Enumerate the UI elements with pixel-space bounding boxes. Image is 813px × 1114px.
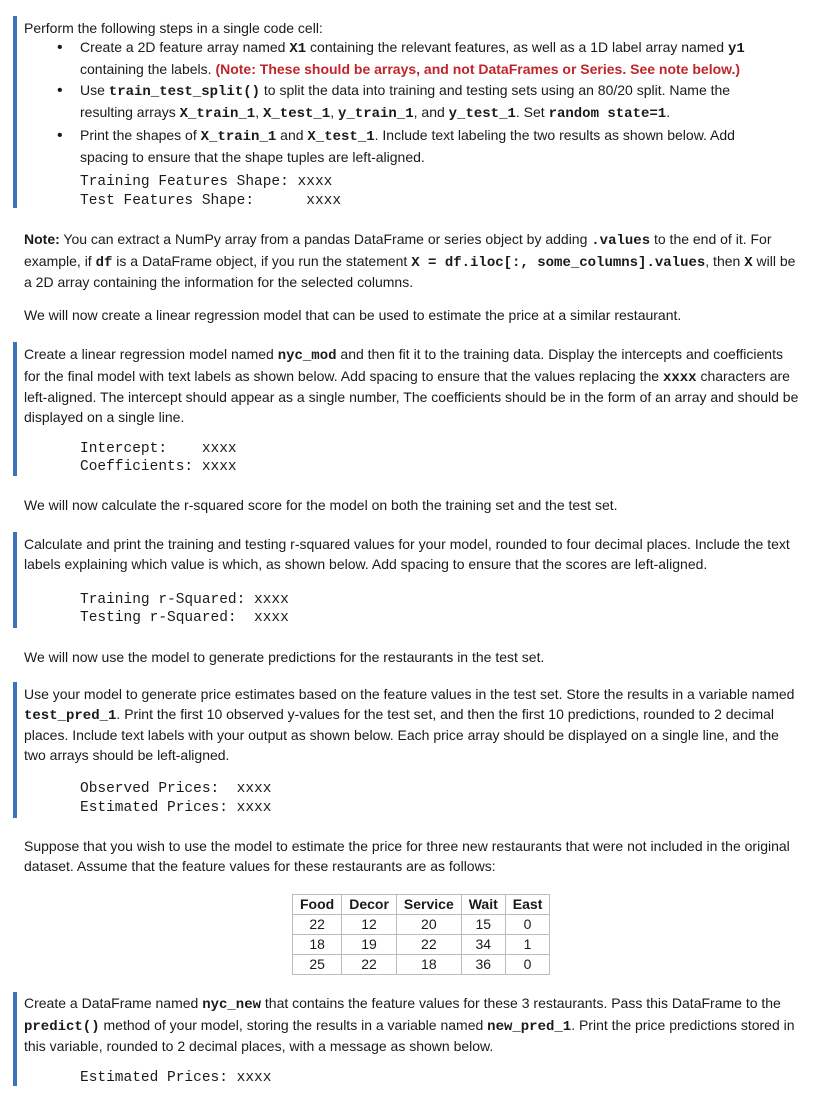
intro-r2-paragraph: We will now calculate the r-squared score for the model on both the training set and the test set.	[24, 497, 618, 513]
code-output-line: Estimated Prices: xxxx	[80, 1070, 272, 1086]
section-accent-bar	[13, 16, 17, 208]
list-item: • Use train_test_split() to split the data into training and testing sets using an 80/20 split. Name the resulting arrays X_train_1, X_test_1, y_train_1, and y_test_1. Set random state=1.	[24, 81, 784, 124]
intro-new-paragraph: Suppose that you wish to use the model to estimate the price for three new restaurants that were not included in the original dataset. Assume that the feature values for these restaurants are as follows:	[24, 838, 790, 874]
section-accent-bar	[13, 682, 17, 818]
table-cell: 12	[342, 915, 397, 935]
code-output-line: Test Features Shape: xxxx	[80, 193, 342, 209]
code-output-line: Observed Prices: xxxx	[80, 781, 272, 797]
list-item: • Create a 2D feature array named X1 containing the relevant features, as well as a 1D label array named y1 containing the labels. (Note: These should be arrays, and not DataFrames or Series. See note below.)	[24, 38, 784, 79]
section-accent-bar	[13, 992, 17, 1086]
array-warning-note: (Note: These should be arrays, and not DataFrames or Series. See note below.)	[215, 60, 741, 77]
code-output-line: Testing r-Squared: xxxx	[80, 610, 289, 626]
table-cell: 25	[293, 955, 342, 975]
table-cell: 0	[505, 955, 550, 975]
step-list	[24, 38, 784, 169]
table-header: Service	[396, 895, 461, 915]
code-output-line: Intercept: xxxx	[80, 441, 237, 457]
table-cell: 1	[505, 935, 550, 955]
code-output-line: Training r-Squared: xxxx	[80, 592, 289, 608]
model-instructions: Create a linear regression model named nyc_mod and then fit it to the training data. Display the intercepts and coefficients for the final model with text labels as shown below. Add spacing to ensure that the values replacing the xxxx characters are left-aligned. The intercept should appear as a single number, The coefficients should be in the form of an array and should be displayed on a single line.	[24, 346, 799, 425]
table-header: Decor	[342, 895, 397, 915]
table-cell: 18	[293, 935, 342, 955]
table-header: East	[505, 895, 550, 915]
table-header: Wait	[461, 895, 505, 915]
table-cell: 22	[396, 935, 461, 955]
table-cell: 36	[461, 955, 505, 975]
table-row	[293, 935, 550, 955]
intro-model-paragraph: We will now create a linear regression model that can be used to estimate the price at a similar restaurant.	[24, 307, 682, 323]
table-cell: 34	[461, 935, 505, 955]
table-cell: 22	[342, 955, 397, 975]
code-output-line: Training Features Shape: xxxx	[80, 174, 333, 190]
table-cell: 22	[293, 915, 342, 935]
table-cell: 0	[505, 915, 550, 935]
table-cell: 18	[396, 955, 461, 975]
list-item: • Print the shapes of X_train_1 and X_test_1. Include text labeling the two results as shown below. Add spacing to ensure that the shape tuples are left-aligned.	[24, 126, 784, 167]
pred-instructions: Use your model to generate price estimates based on the feature values in the test set. Store the results in a variable named test_pred_1. Print the first 10 observed y-values for the test set, and then the first 10 predictions, rounded to 2 decimal places. Include text labels with your output as shown below. Each price array should be displayed on a single line, and the two arrays should be left-aligned.	[24, 686, 795, 763]
table-header-row	[293, 895, 550, 915]
r2-instructions: Calculate and print the training and testing r-squared values for your model, rounded to four decimal places. Include the text labels explaining which value is which, as shown below. Add spacing to ensure that the scores are left-aligned.	[24, 536, 790, 572]
intro-pred-paragraph: We will now use the model to generate predictions for the restaurants in the test set.	[24, 649, 545, 665]
section-accent-bar	[13, 532, 17, 628]
note-paragraph: Note: You can extract a NumPy array from a pandas DataFrame or series object by adding .values to the end of it. For example, if df is a DataFrame object, if you run the statement X = df.iloc[:, some_columns].values, then X will be a 2D array containing the information for the selected columns.	[24, 231, 796, 290]
section-accent-bar	[13, 342, 17, 476]
code-output-line: Coefficients: xxxx	[80, 459, 237, 475]
table-row	[293, 955, 550, 975]
table-header: Food	[293, 895, 342, 915]
code-output-line: Estimated Prices: xxxx	[80, 800, 272, 816]
new-data-instructions: Create a DataFrame named nyc_new that contains the feature values for these 3 restaurants. Pass this DataFrame to the predict() method of your model, storing the results in a variable named new_pred_1. Print the price predictions stored in this variable, rounded to 2 decimal places, with a message as shown below.	[24, 995, 795, 1054]
table-cell: 19	[342, 935, 397, 955]
table-cell: 15	[461, 915, 505, 935]
table-cell: 20	[396, 915, 461, 935]
step-intro: Perform the following steps in a single code cell:	[24, 20, 323, 36]
table-row	[293, 915, 550, 935]
feature-table	[292, 894, 550, 975]
